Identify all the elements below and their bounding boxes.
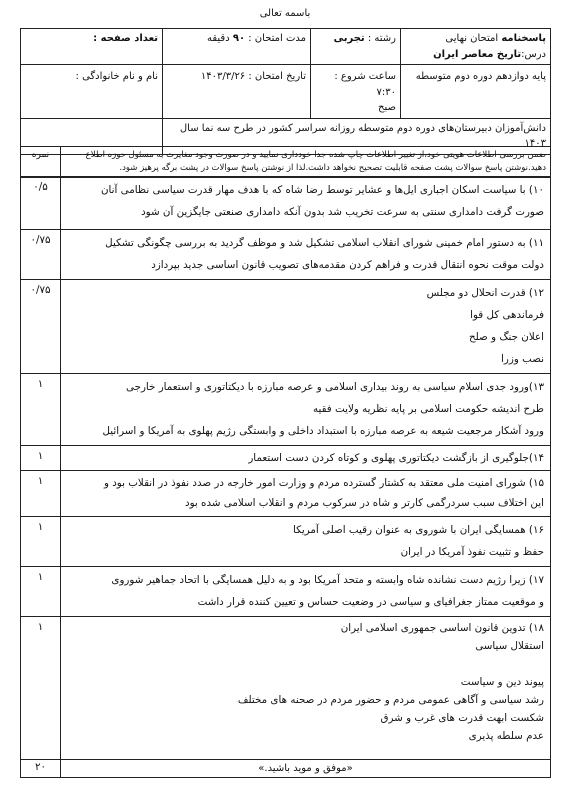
duration-label: مدت امتحان : [248, 33, 306, 44]
footer-row [21, 760, 551, 778]
instructions-table [20, 146, 551, 178]
answer-key-label: پاسخنامه [501, 33, 546, 44]
duration-cell [163, 29, 311, 65]
total-score: ۲۰ [21, 760, 61, 778]
field-label: رشته : [367, 33, 396, 44]
answer-line: استقلال سیاسی [475, 640, 544, 652]
answer-line [67, 655, 544, 673]
exam-date-label: تاریخ امتحان : [248, 71, 306, 82]
exam-date-cell [163, 65, 311, 119]
answer-line: رشد سیاسی و آگاهی عمومی مردم و حضور مردم در صحنه های مختلف [237, 694, 544, 706]
table-row [21, 374, 551, 446]
instructions-line-2: دهید.نوشتن پاسخ سوالات پشت صفحه قابلیت تصحیح نخواهد داشت.لذا از نوشتن پاسخ سوالات در پشت برگه پرهیز شود. [119, 162, 546, 173]
answer-text-13 [61, 374, 551, 446]
start-time-value: ۷:۳۰ [376, 86, 396, 98]
answer-line: دولت موقت نحوه انتقال قدرت و فراهم کردن مقدمه‌های تصویب قانون اساسی جدید بپردازد [151, 259, 544, 271]
duration-value: ۹۰ [232, 33, 246, 44]
answer-score-17: ۱ [21, 567, 61, 617]
answer-line: ۱۵) شورای امنیت ملی معتقد به کشتار گسترده مردم و وزارت امور خارجه در صدد نفوذ در انقلاب بود و [103, 477, 544, 489]
name-cell [21, 65, 163, 119]
exam-header-table [20, 28, 551, 155]
answer-line: ۱۰) با سیاست اسکان اجباری ایل‌ها و عشایر توسط رضا شاه که با هدف مهار قدرت سیاسی نظامی آنان [100, 184, 544, 196]
answer-text-18 [61, 617, 551, 760]
duration-unit: دقیقه [206, 33, 230, 44]
answer-score-15: ۱ [21, 471, 61, 517]
table-row [21, 280, 551, 374]
instructions-line-1: ضمن بررسی اطلاعات هویتی خود،از تغییر اطلاعات چاپ شده جدا خودداری نمایید و در صورت وجود مغایرت به مسئول حوزه اطلاع [85, 150, 546, 160]
exam-description: امتحان نهایی درس: [445, 33, 546, 60]
answer-line: عدم سلطه پذیری [468, 730, 544, 742]
subject-name: تاریخ معاصر ایران [433, 48, 522, 60]
answer-line: پیوند دین و سیاست [460, 676, 544, 688]
answer-score-11: ۰/۷۵ [21, 230, 61, 280]
answer-line: ۱۱) به دستور امام خمینی شورای انقلاب اسلامی تشکیل شد و موظف گردید به بررسی چگونگی تشکیل [105, 237, 544, 249]
answer-line: ۱۷) زیرا رژیم دست نشانده شاه وابسته و متحد آمریکا بود و به دلیل همسایگی با اتحاد جماهیر شوروی [111, 574, 544, 586]
answer-score-12: ۰/۷۵ [21, 280, 61, 374]
answer-score-18: ۱ [21, 617, 61, 760]
instructions-cell [61, 147, 551, 178]
answer-line: صورت گرفت دامداری سنتی به سرعت تخریب شد بدون آنکه دامداری صنعتی جایگزین آن شود [141, 206, 544, 218]
page-title: باسمه تعالی [259, 8, 311, 19]
answer-line: شکست ابهت قدرت های غرب و شرق [380, 712, 544, 724]
answer-line: و موقعیت ممتاز جغرافیای و سیاسی در وضعیت حساس و تعیین کننده قرار داشت [197, 596, 544, 608]
answer-line: ۱۲) قدرت انحلال دو مجلس [426, 287, 544, 299]
score-column-header: نمره [21, 147, 61, 178]
table-row [21, 517, 551, 567]
answer-line: اعلان جنگ و صلح [469, 331, 544, 343]
table-row [21, 471, 551, 517]
answer-score-16: ۱ [21, 517, 61, 567]
answer-text-12 [61, 280, 551, 374]
exam-date-value: ۱۴۰۳/۳/۲۶ [200, 71, 246, 82]
target-audience-cell: دانش‌آموزان دبیرستان‌های دوره دوم متوسطه روزانه سراسر کشور در طرح سه نما سال ۱۴۰۳ [163, 118, 551, 154]
grade-cell: پایه دوازدهم دوره دوم متوسطه [401, 65, 551, 119]
answer-line: ۱۳)ورود جدی اسلام سیاسی به روند بیداری اسلامی و عرصه مبارزه با دیکتاتوری و استعمار خارجی [126, 381, 544, 393]
table-row [21, 446, 551, 471]
answer-text-10 [61, 177, 551, 230]
answer-score-14: ۱ [21, 446, 61, 471]
answer-text-11 [61, 230, 551, 280]
answer-line: طرح اندیشه حکومت اسلامی بر پایه نظریه ولایت فقیه [312, 403, 544, 415]
answer-text-14 [61, 446, 551, 471]
table-row [21, 230, 551, 280]
table-row [21, 177, 551, 230]
field-value: تجربی [333, 33, 365, 44]
start-time-cell [311, 65, 401, 119]
answer-line: ۱۸) تدوین قانون اساسی جمهوری اسلامی ایران [340, 622, 544, 634]
page-count-cell [21, 29, 163, 65]
start-time-label: ساعت شروع : [334, 71, 396, 82]
answers-table [20, 176, 551, 778]
answer-text-15 [61, 471, 551, 517]
closing-message: «موفق و موید باشید.» [61, 760, 551, 778]
name-label: نام و نام خانوادگی : [75, 71, 158, 82]
answer-score-13: ۱ [21, 374, 61, 446]
page-count-label: تعداد صفحه : [93, 33, 158, 44]
answer-line: حفظ و تثبیت نفوذ آمریکا در ایران [400, 546, 544, 558]
table-row [21, 617, 551, 760]
field-cell [311, 29, 401, 65]
table-row [21, 567, 551, 617]
answer-text-16 [61, 517, 551, 567]
answer-line: ۱۴)جلوگیری از بازگشت دیکتاتوری پهلوی و کوتاه کردن دست استعمار [248, 452, 544, 464]
start-time-period: صبح [378, 102, 396, 113]
answer-text-17 [61, 567, 551, 617]
answer-line: ۱۶) همسایگی ایران با شوروی به عنوان رقیب اصلی آمریکا [293, 524, 544, 536]
answer-line: فرماندهی کل قوا [470, 309, 544, 321]
exam-title-cell [401, 29, 551, 65]
answer-score-10: ۰/۵ [21, 177, 61, 230]
answer-line: این اختلاف سبب سردرگمی کارتر و شاه در سرکوب مردم و انقلاب اسلامی شده بود [185, 497, 544, 509]
answer-line: نصب وزرا [501, 353, 544, 365]
answer-line: ورود آشکار مرجعیت شیعه به عرصه مبارزه با استبداد داخلی و وابستگی رژیم پهلوی به آمریکا و اسرائیل [102, 425, 544, 437]
